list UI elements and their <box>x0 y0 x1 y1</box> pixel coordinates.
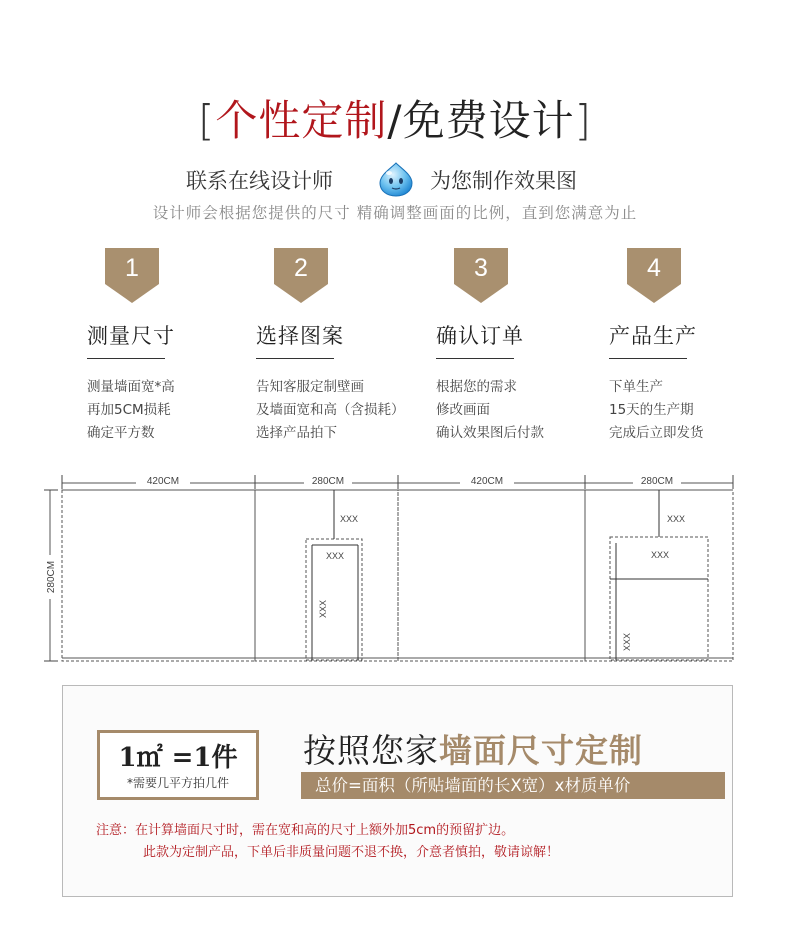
step-description <box>256 376 405 445</box>
width-label: 280CM <box>640 476 674 487</box>
width-label: 280CM <box>311 476 345 487</box>
step-line: 再加5CM损耗 <box>87 402 171 418</box>
step-divider <box>87 358 165 359</box>
step-number: 4 <box>647 254 661 282</box>
height-label: 280CM <box>46 560 57 594</box>
step-line: 下单生产 <box>609 379 663 395</box>
step-description <box>436 376 544 445</box>
step-number: 3 <box>474 254 488 282</box>
step-line: 确定平方数 <box>87 425 155 441</box>
step-divider <box>256 358 334 359</box>
xxx-label: XXX <box>622 632 632 652</box>
step-number-badge <box>454 248 508 303</box>
step-divider <box>609 358 687 359</box>
step-line: 完成后立即发货 <box>609 425 704 441</box>
xxx-label: XXX <box>650 550 670 560</box>
step-line: 告知客服定制壁画 <box>256 379 364 395</box>
xxx-label: XXX <box>318 599 328 619</box>
step-title: 产品生产 <box>609 324 697 348</box>
page-title <box>0 96 790 146</box>
step-line: 修改画面 <box>436 402 490 418</box>
wall-measurement-diagram <box>0 465 790 670</box>
wall-panels <box>62 490 733 661</box>
bubble-icon <box>376 161 416 197</box>
step-line: 15天的生产期 <box>609 402 694 418</box>
step-line: 根据您的需求 <box>436 379 517 395</box>
contact-text-left: 联系在线设计师 <box>186 169 333 193</box>
step-line: 测量墙面宽*高 <box>87 379 175 395</box>
custom-size-headline <box>303 725 643 772</box>
unit-rule: 1㎡ =1件 <box>118 743 238 773</box>
step-line: 选择产品拍下 <box>256 425 337 441</box>
step-number-badge <box>105 248 159 303</box>
step-number-badge <box>274 248 328 303</box>
step-number: 2 <box>294 254 308 282</box>
step-line: 确认效果图后付款 <box>436 425 544 441</box>
step-divider <box>436 358 514 359</box>
xxx-label: XXX <box>325 551 345 561</box>
unit-rule-box <box>97 730 259 800</box>
step-description <box>609 376 704 445</box>
title-highlight: 个性定制 <box>215 96 388 145</box>
notice-line: 注意：在计算墙面尺寸时，需在宽和高的尺寸上额外加5cm的预留扩边。 <box>96 823 515 838</box>
subtitle: 设计师会根据您提供的尺寸 精确调整画面的比例，直到您满意为止 <box>152 204 638 222</box>
headline-plain: 按照您家 <box>303 731 439 770</box>
contact-line <box>0 161 790 195</box>
step-title: 选择图案 <box>256 324 344 348</box>
price-formula: 总价=面积（所贴墙面的长X宽）x材质单价 <box>301 772 725 799</box>
unit-rule-note: *需要几平方拍几件 <box>126 776 229 790</box>
pricing-info-box <box>62 685 733 897</box>
xxx-label: XXX <box>666 514 686 524</box>
step-number-badge <box>627 248 681 303</box>
step-line: 及墙面宽和高（含损耗） <box>256 402 405 418</box>
notice-line: 此款为定制产品，下单后非质量问题不退不换，介意者慎拍，敬请谅解！ <box>143 845 560 860</box>
title-separator: / <box>387 96 403 145</box>
contact-text-right: 为您制作效果图 <box>430 169 577 193</box>
step-title: 测量尺寸 <box>87 324 175 348</box>
bracket-open: [ <box>198 96 216 145</box>
bracket-close: ] <box>574 96 592 145</box>
step-number: 1 <box>125 254 139 282</box>
xxx-label: XXX <box>339 514 359 524</box>
title-rest: 免费设计 <box>402 96 575 145</box>
headline-highlight: 墙面尺寸定制 <box>439 731 643 770</box>
width-label: 420CM <box>146 476 180 487</box>
step-title: 确认订单 <box>436 324 524 348</box>
step-description <box>87 376 175 445</box>
width-label: 420CM <box>470 476 504 487</box>
